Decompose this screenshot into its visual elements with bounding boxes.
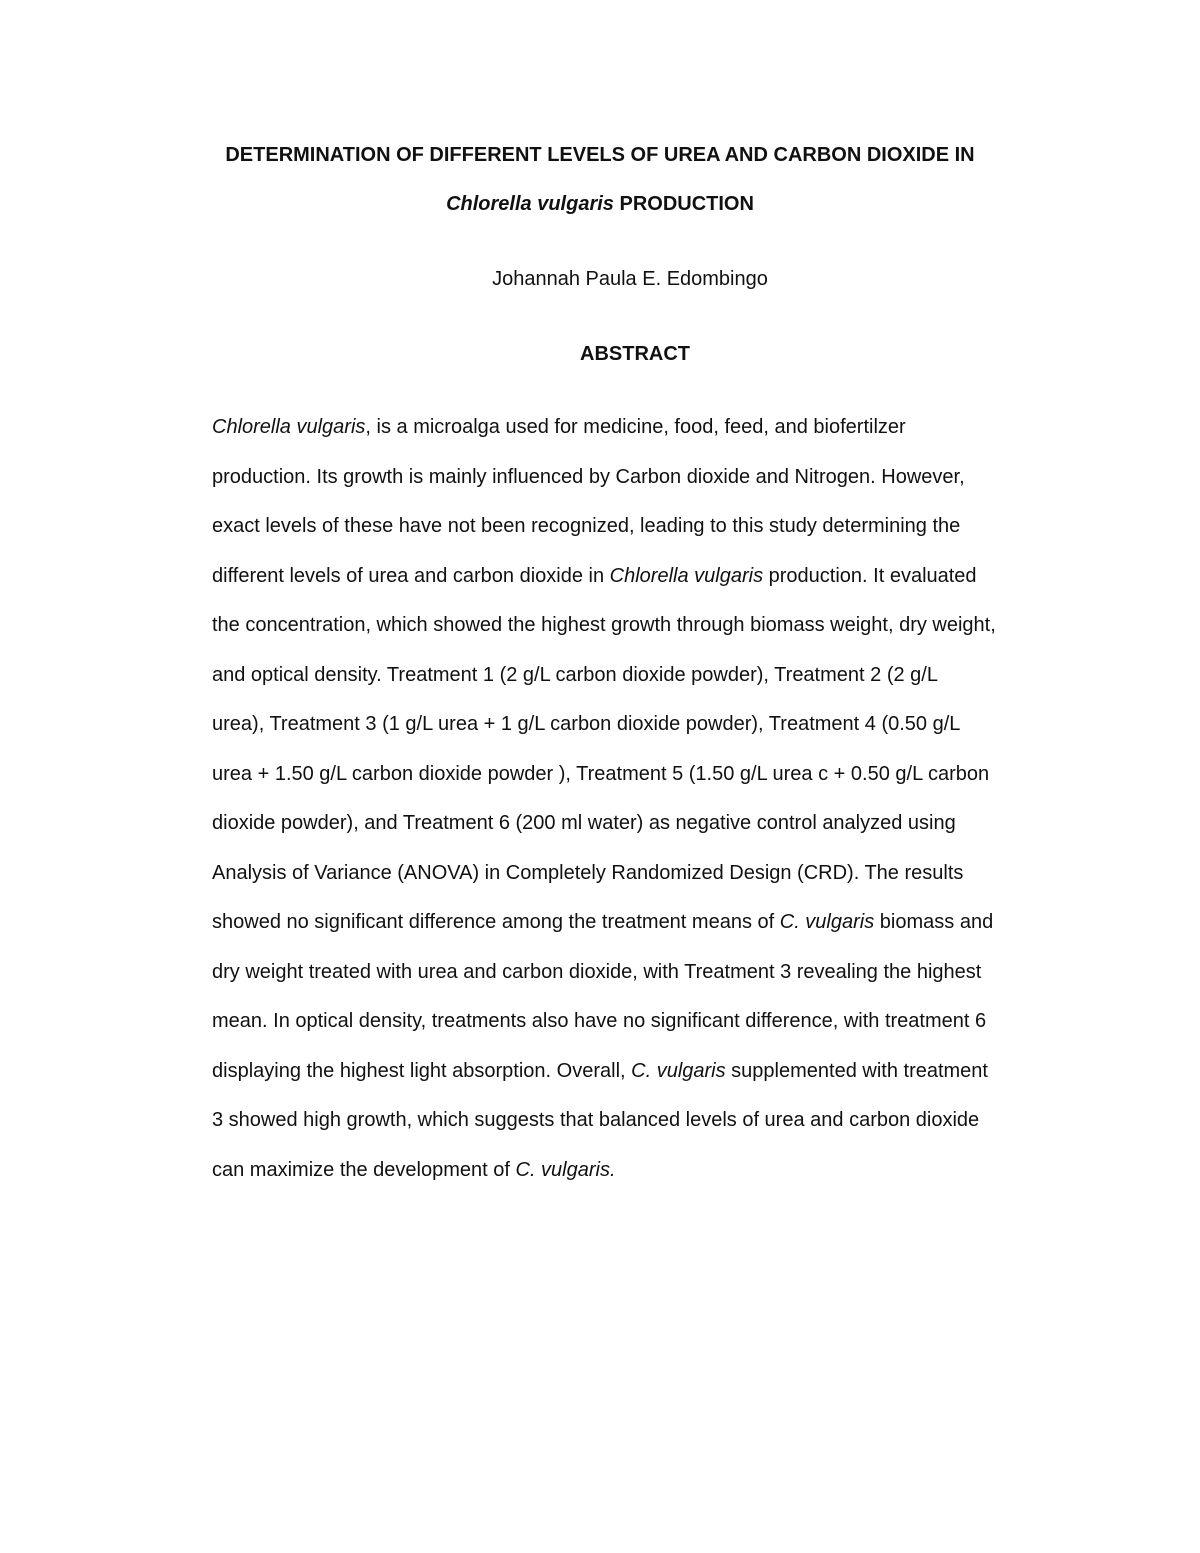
abstract-line (212, 762, 1072, 812)
species-name-italic: C. vulgaris (779, 911, 875, 933)
abstract-line (212, 1158, 1072, 1208)
title-line-2-rest: PRODUCTION (613, 193, 754, 215)
abstract-text: supplemented with treatment (725, 1059, 988, 1082)
species-name-italic: C. vulgaris. (515, 1158, 616, 1181)
species-name-italic: Chlorella vulgaris (212, 416, 366, 438)
abstract-line (212, 1108, 1072, 1158)
abstract-line (212, 811, 1072, 861)
abstract-text: dioxide powder), and Treatment 6 (200 ml water) as negative control analyzed using (212, 812, 956, 834)
abstract-text: urea), Treatment 3 (1 g/L urea + 1 g/L carbon dioxide powder), Treatment 4 (0.50 g/L (212, 713, 961, 735)
abstract-text: the concentration, which showed the highest growth through biomass weight, dry weight, (212, 614, 996, 636)
abstract-text: and optical density. Treatment 1 (2 g/L carbon dioxide powder), Treatment 2 (2 g/L (212, 663, 938, 686)
abstract-line (212, 712, 1072, 762)
abstract-text: showed no significant difference among the treatment means of (212, 911, 780, 933)
abstract-line (212, 663, 1072, 713)
abstract-heading: ABSTRACT (580, 343, 690, 365)
species-name-italic: C. vulgaris (631, 1059, 726, 1082)
abstract-text: dry weight treated with urea and carbon dioxide, with Treatment 3 revealing the highest (212, 960, 982, 983)
abstract-text: displaying the highest light absorption. Overall, (212, 1059, 632, 1082)
species-name-italic: Chlorella vulgaris (609, 564, 764, 587)
abstract-line (212, 960, 1072, 1010)
abstract-line (212, 415, 1072, 465)
author-name: Johannah Paula E. Edombingo (492, 268, 768, 290)
abstract-text: production. Its growth is mainly influenced by Carbon dioxide and Nitrogen. However, (212, 465, 965, 488)
abstract-text: production. It evaluated (763, 564, 977, 587)
abstract-text: mean. In optical density, treatments also have no significant difference, with treatment 6 (212, 1010, 987, 1032)
title-line-2 (0, 192, 1200, 216)
abstract-line (212, 861, 1072, 911)
title-species-name: Chlorella vulgaris (446, 193, 614, 215)
abstract-text: urea + 1.50 g/L carbon dioxide powder ), Treatment 5 (1.50 g/L urea c + 0.50 g/L carbon (212, 762, 990, 785)
abstract-text: Analysis of Variance (ANOVA) in Completely Randomized Design (CRD). The results (212, 861, 964, 884)
abstract-line (212, 465, 1072, 515)
abstract-text: 3 showed high growth, which suggests that balanced levels of urea and carbon dioxide (212, 1109, 980, 1131)
abstract-line (212, 910, 1072, 960)
abstract-text: different levels of urea and carbon dioxide in (212, 564, 610, 587)
abstract-line (212, 1059, 1072, 1109)
abstract-body (212, 415, 1072, 1207)
abstract-line (212, 613, 1072, 663)
abstract-line (212, 514, 1072, 564)
abstract-text: exact levels of these have not been recognized, leading to this study determining the (212, 515, 961, 537)
title-line-1: DETERMINATION OF DIFFERENT LEVELS OF UREA AND CARBON DIOXIDE IN (225, 144, 975, 166)
abstract-text: , is a microalga used for medicine, food, feed, and biofertilzer (365, 416, 906, 438)
abstract-line (212, 564, 1072, 614)
abstract-text: can maximize the development of (212, 1158, 516, 1181)
abstract-text: biomass and (874, 911, 994, 933)
abstract-line (212, 1009, 1072, 1059)
